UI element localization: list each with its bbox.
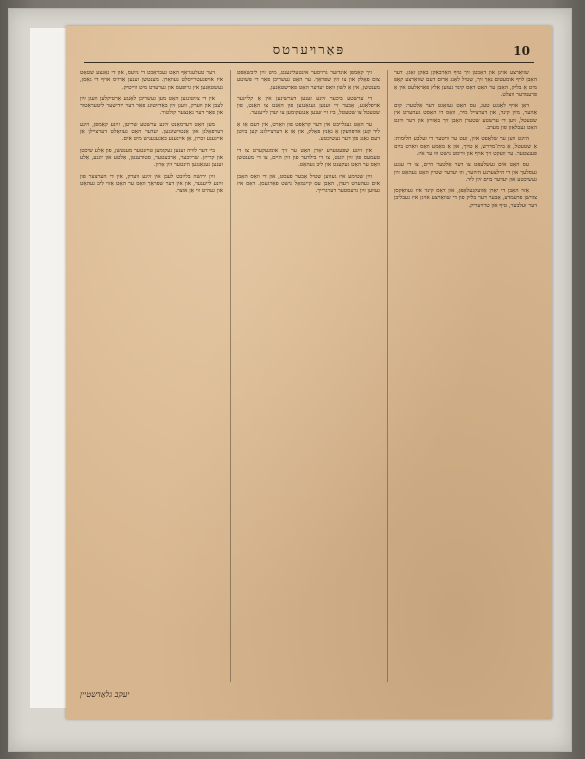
paragraph: אין די צײַטונגען האָט מען געשריבן לאַנגע אַרטיקלען וועגן זײַן לעבן און ווערק, וועגן זײַן באַדײַטונג פאַר דער ייִדישער ליטעראַטור און פאַר דער גאַנצער קולטור.: [80, 95, 223, 117]
page-number: 10: [513, 44, 530, 58]
header-rule: [84, 62, 534, 63]
paragraph: עס האָט אים געשלעפּט צו דער אַלטער היים, צו די ענגע געסלעך און די הילצערנע הײַזער, וווּ יעדער שטיין האָט געהאַט זײַן געשיכטע און יעדער בוים זײַן ליד.: [394, 162, 537, 183]
paragraph: שוואַרצע אויגן און דאָכטן זיך טיף האַרבאַקן באַקן זאָגן. דער האָבן לױף אומעטום נאָך זיך, שטיל לאָנג אַרום דעם שװאַרצע קאָפּ מיט אַ בליק, האָבן ער האָט דאָס קינד געזען אַלץ פאַראַלעט אין אַ פרעמדער וועלט.: [394, 70, 537, 98]
paragraph: זיך קאַמפן אונדזער גרויסער אינטעליגענט, מיט זײַן ליבשאַפט צום פאָלק און צו זײַן שפּראַך. ער האָט געשריבן פאַר די פּשוטע מענטשן, אין אַ לשון וואָס יעדער האָט פאַרשטאַנען.: [237, 70, 380, 91]
column-middle: [237, 70, 380, 682]
paragraph: אַזױ האָבן די יאָרן אַוועקגעלאָפן, און דאָס קינד איז געוואַקסן צווישן פרעמדע, אָבער דער בליק פון די שוואַרצע אויגן איז געבליבן דער זעלבער, טיף און טרויעריק.: [394, 188, 537, 209]
newspaper-page: [66, 26, 552, 719]
paragraph: זײַן ירושה בלײַבט לעבן אין זײַנע ווערק, אין די הערצער פון זײַנע לייענער, און אין דער שפּראַך וואָס ער האָט אַזוי ליב געהאַט און געהיט ווי אַן אוצר.: [80, 173, 223, 195]
sleeve-backing-strip: [30, 28, 71, 708]
paragraph: די ערשטע ביכער זײַנע זענען דערשינען אין אַ קליינער אויפלאַגע, אָבער זיי זענען געגאַנגען פון האַנט צו האַנט, פון שטעטל צו שטעטל, ביז זיי זענען אָנגעקומען צו יעדן לייענער.: [237, 95, 380, 117]
paragraph: דער טעלעגראַף האָט געבראַכט די נײַעס, און די גאַנצע שטאָט איז אויפגעטרייסלט געוואָרן. מענטשן זענען אַרויס אויף די גאַסן, געשטאַנען אין גרופּעס און גערעדט מיט ווייטיק.: [80, 70, 223, 91]
running-head: פּאַרױערטס: [272, 43, 346, 58]
paragraph: ביי דער לוויה זענען געקומען טויזנטער מענטשן, פון אַלע שיכטן און קרייזן. שרײַבער, אַרבעטער, סטודענטן, אַלטע און יונגע, אַלע זענען געגאַנגען הינטער זײַן אָרון.: [80, 147, 223, 169]
column-divider: [387, 70, 388, 682]
paragraph: זײַן שטימע איז געווען שטיל אָבער פעסט, און די וואָס האָבן אים געהערט רעדן, האָבן עס קיינמאָל נישט פאַרגעסן. דאָס איז געווען זײַן גרעסטער דערגרייך.: [237, 173, 380, 195]
paragraph: הײַנט ווען ער שלאָפט אײַן, זעט ער וויטער די זעלבע חלומות: אַ שטעטל, אַ בית־מדרש, אַ טײַך, און אַ מאַמע וואָס וואַרט בײַם פענצטער. ער וועקט זיך אויף און ווייסט נישט וווּ ער איז.: [394, 136, 537, 157]
author-signature: יעקב גלאַדשטיין: [80, 690, 130, 699]
paragraph: מען האָט דערמאָנט זײַנע ערשטע שריטן, זײַנע קאַמפן, זײַנע דערפאָלגן און אַנטוישונגען. יעדער האָט געוואָלט דערציילן אַן אייגענע זכרון, אַן אייגענע באַגעגעניש מיט אים.: [80, 121, 223, 143]
column-left: [80, 70, 223, 682]
column-right: [394, 70, 537, 682]
text-columns: [80, 70, 538, 682]
paragraph: דאָן אױף לאַנגע טעג, עס האָט געזאָגט דער אַלטער: קום אַהער, מײַן קינד, און דערצײל מיר, וואָס דו האָסט געהערט אין שטעטל, ווען די ערשטע שטערן האָבן זיך באַוויזן און דער ווינט האָט געבלאָזן פון מערב.: [394, 103, 537, 132]
paragraph: אין זײַנע שפּעטערע יאָרן האָט ער זיך אומגעקערט צו די טעמעס פון זײַן יוגנט, צו די בילדער פון זײַן היים, צו די מענטשן וואָס ער האָט געקענט און ליב געהאַט.: [237, 147, 380, 169]
column-divider: [230, 70, 231, 682]
paragraph: ער האָט געגלייבט אין דער קראַפט פון וואָרט, אין דעם אַז אַ ליד קען אויפוועקן אַ גאַנץ פאָלק, און אַז אַ דערציילונג קען בײַטן דעם גאַנג פון דער געשיכטע.: [237, 121, 380, 143]
